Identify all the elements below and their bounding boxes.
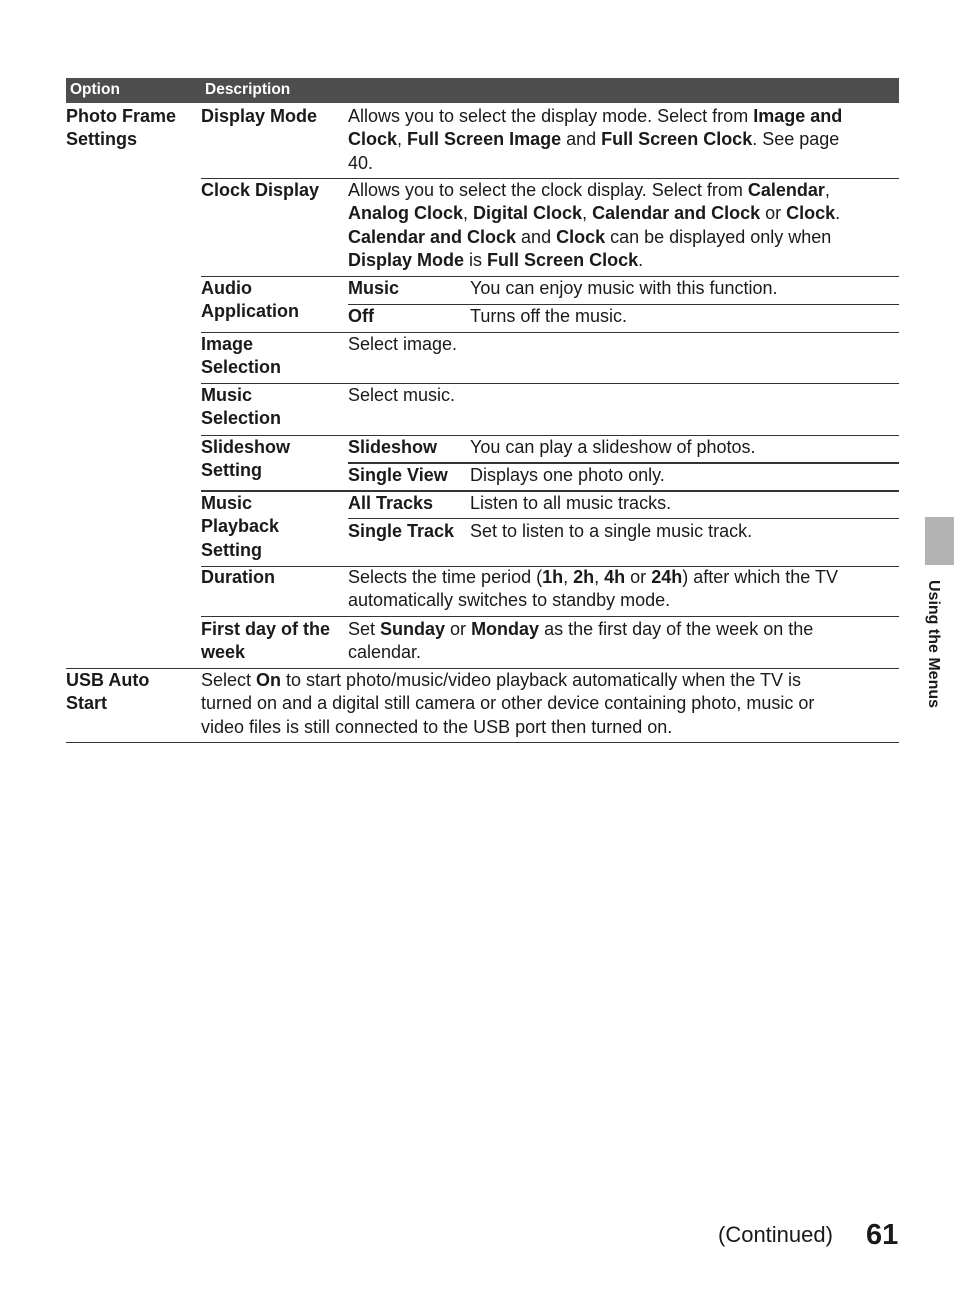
sub-option-name: Single Track: [348, 521, 455, 541]
label-first-day-of-week: [201, 618, 330, 665]
desc-display-mode: [348, 105, 888, 175]
row-divider: [201, 616, 899, 617]
desc-clock-display: [348, 179, 893, 272]
text: Digital Clock: [473, 203, 583, 224]
label-line: Image: [201, 334, 254, 354]
label-duration: Duration: [201, 567, 275, 587]
desc-line: turned on and a digital still camera or other device containing photo, music or: [201, 693, 815, 714]
label-slideshow-setting: [201, 436, 290, 483]
text: is: [464, 249, 488, 270]
text: . See page: [752, 129, 840, 150]
label-line: Playback: [201, 516, 280, 537]
text: to start photo/music/video playback automatically when the TV is: [281, 670, 801, 690]
text: or: [625, 567, 652, 587]
desc-line: [201, 669, 896, 692]
desc-line: [348, 105, 888, 128]
row-divider: [201, 383, 899, 384]
desc-line: automatically switches to standby mode.: [348, 590, 671, 611]
section-tab-marker: [925, 517, 954, 565]
label-line: Setting: [201, 460, 262, 481]
label-line: First day of the: [201, 619, 331, 639]
text: ,: [582, 203, 593, 224]
desc-first-day-of-week: [348, 618, 893, 665]
desc-line: [348, 249, 893, 272]
text: or: [760, 203, 787, 224]
label-display-mode: Display Mode: [201, 106, 318, 126]
sub-option-desc: You can play a slideshow of photos.: [470, 437, 756, 457]
text: On: [256, 670, 282, 690]
text: Select: [201, 670, 257, 690]
text: .: [835, 203, 841, 224]
table-bottom-rule: [66, 742, 899, 743]
label-line: Audio: [201, 278, 252, 298]
option-photo-frame-settings: [66, 105, 176, 152]
option-usb-auto-start: [66, 669, 149, 716]
text: Analog Clock: [348, 203, 464, 224]
text: Set: [348, 619, 381, 639]
label-line: Slideshow: [201, 437, 291, 457]
text: Full Screen Clock: [487, 249, 639, 270]
text: or: [445, 619, 472, 639]
text: ,: [824, 180, 830, 200]
text: Monday: [471, 619, 540, 639]
sub-option-name: Music: [348, 278, 400, 298]
section-side-label: Using the Menus: [925, 580, 942, 709]
text: Sunday: [380, 619, 446, 639]
sub-option-desc: Turns off the music.: [470, 306, 628, 326]
text: Allows you to select the display mode. Select from: [348, 106, 754, 126]
text: Calendar and Clock: [348, 226, 517, 247]
label-line: Photo Frame: [66, 106, 177, 126]
text: .: [638, 249, 644, 270]
sub-option-name: Off: [348, 306, 374, 326]
desc-line: [348, 566, 893, 589]
text: Image and: [753, 106, 843, 126]
text: Calendar and Clock: [592, 203, 761, 224]
label-line: Music: [201, 493, 253, 513]
label-audio-application: [201, 277, 299, 324]
text: 4h: [604, 567, 626, 587]
label-line: Setting: [201, 539, 262, 560]
desc-line: video files is still connected to the USB port then turned on.: [201, 716, 673, 737]
text: 1h: [542, 567, 564, 587]
desc-line: calendar.: [348, 642, 422, 663]
desc-line: [348, 179, 893, 202]
label-clock-display: Clock Display: [201, 180, 320, 200]
sub-option-desc: You can enjoy music with this function.: [470, 278, 778, 298]
text: Calendar: [747, 180, 825, 200]
text: ,: [594, 567, 605, 587]
desc-duration: [348, 566, 893, 613]
text: Clock: [556, 226, 606, 247]
label-music-selection: [201, 384, 281, 431]
sub-divider: [348, 518, 899, 519]
settings-table: [66, 78, 899, 103]
text: Selects the time period (: [348, 567, 543, 587]
sub-option-desc: Displays one photo only.: [470, 465, 665, 485]
text: ,: [397, 129, 408, 150]
sub-option-name: Slideshow: [348, 437, 438, 457]
text: 2h: [573, 567, 595, 587]
label-line: Application: [201, 301, 299, 322]
text: Full Screen Image: [407, 129, 562, 150]
text: Clock: [348, 129, 398, 150]
text: Full Screen Clock: [601, 129, 753, 150]
text: can be displayed only when: [605, 226, 832, 247]
label-line: Selection: [201, 357, 282, 378]
label-music-playback-setting: [201, 492, 279, 562]
desc-line: 40.: [348, 152, 374, 173]
label-line: USB Auto: [66, 670, 150, 690]
label-line: Settings: [66, 129, 138, 150]
sub-option-name: Single View: [348, 465, 448, 485]
text: ) after which the TV: [682, 567, 838, 587]
text: Allows you to select the clock display. Select from: [348, 180, 748, 200]
text: and: [561, 129, 602, 150]
page-number: 61: [866, 1219, 899, 1251]
sub-option-name: All Tracks: [348, 493, 434, 513]
desc-line: [348, 226, 893, 249]
sub-option-desc: Listen to all music tracks.: [470, 493, 672, 513]
desc-usb-auto-start: [201, 669, 896, 739]
desc-image-selection: Select image.: [348, 334, 458, 354]
text: Clock: [786, 203, 836, 224]
desc-line: [348, 128, 888, 151]
text: 24h: [651, 567, 683, 587]
text: as the first day of the week on the: [539, 619, 814, 639]
table-header: [66, 78, 899, 103]
desc-music-selection: Select music.: [348, 385, 456, 405]
label-line: Music: [201, 385, 253, 405]
desc-line: [348, 618, 893, 641]
label-image-selection: [201, 333, 281, 380]
desc-line: [348, 202, 893, 225]
text: and: [516, 226, 557, 247]
text: ,: [563, 567, 574, 587]
text: Display Mode: [348, 249, 465, 270]
header-description: Description: [205, 81, 291, 98]
label-line: Selection: [201, 408, 282, 429]
label-line: Start: [66, 693, 108, 714]
continued-label: (Continued): [718, 1222, 833, 1247]
row-divider: [201, 332, 899, 333]
sub-option-desc: Set to listen to a single music track.: [470, 521, 753, 541]
header-option: Option: [70, 81, 120, 98]
text: ,: [463, 203, 474, 224]
label-line: week: [201, 642, 246, 663]
